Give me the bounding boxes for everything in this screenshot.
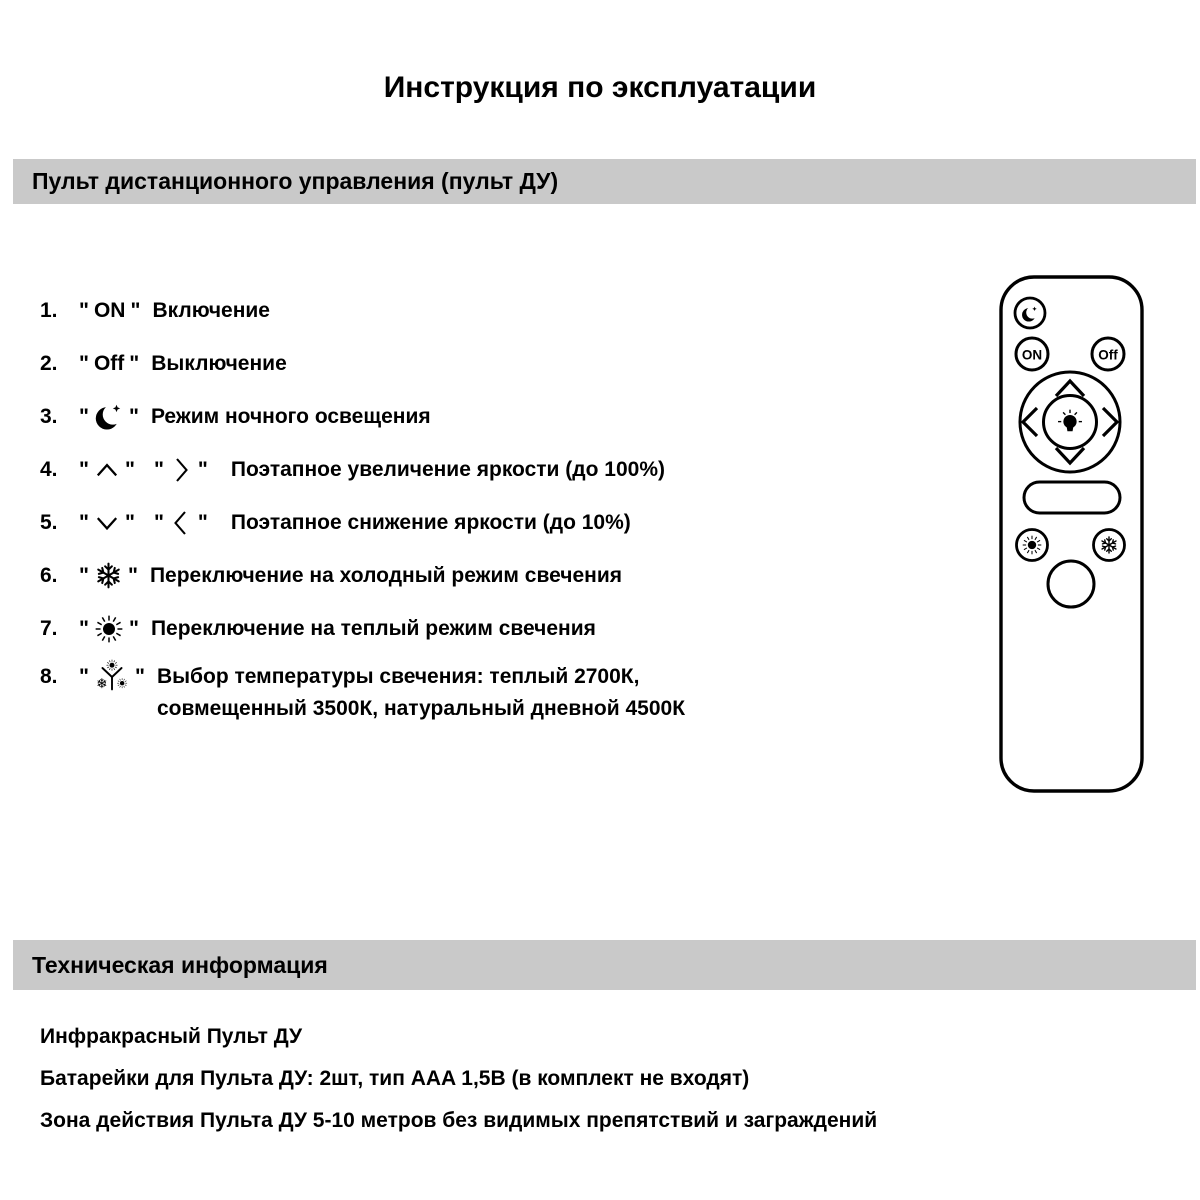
item-number: 8.	[40, 665, 58, 688]
instruction-list	[40, 284, 685, 725]
tech-info-line-batteries: Батарейки для Пульта ДУ: 2шт, тип AAA 1,5В (в комплект не входят)	[40, 1067, 750, 1090]
quote-mark: "	[197, 457, 208, 481]
quote-mark: "	[134, 665, 145, 688]
item-description-line-1: Выбор температуры свечения: теплый 2700К,	[156, 665, 640, 688]
item-description: Выключение	[151, 351, 287, 375]
sun-icon	[94, 614, 124, 644]
item-number: 1.	[40, 298, 58, 322]
dpad	[1020, 372, 1120, 472]
warm-mode-button	[1017, 530, 1048, 561]
quote-mark: "	[79, 616, 89, 640]
tech-info-line-range: Зона действия Пульта ДУ 5-10 метров без видимых препятствий и заграждений	[40, 1109, 878, 1132]
page-title: Инструкция по эксплуатации	[383, 71, 817, 104]
remote-control-illustration	[997, 274, 1147, 796]
list-item-cold-mode	[40, 549, 685, 602]
list-item-temperature-select	[40, 655, 685, 725]
list-item-night-mode	[40, 390, 685, 443]
off-key-label: Off	[93, 351, 125, 375]
quote-mark: "	[129, 351, 140, 375]
on-button	[1016, 338, 1048, 370]
temperature-select-icon	[94, 659, 130, 695]
section-header-remote	[13, 159, 1196, 204]
off-button	[1092, 338, 1124, 370]
quote-mark: "	[124, 457, 135, 481]
item-number: 4.	[40, 457, 58, 481]
list-item-off	[40, 337, 685, 390]
chevron-down-icon	[94, 510, 120, 536]
quote-mark: "	[79, 563, 89, 587]
night-mode-button	[1015, 298, 1045, 328]
list-item-on	[40, 284, 685, 337]
quote-mark: "	[79, 510, 89, 534]
item-description: Переключение на теплый режим свечения	[150, 616, 596, 640]
quote-mark: "	[127, 563, 138, 587]
quote-mark: "	[128, 616, 139, 640]
quote-mark: "	[153, 510, 164, 534]
quote-mark: "	[79, 665, 89, 688]
bottom-round-button	[1048, 561, 1094, 607]
chevron-up-icon	[94, 457, 120, 483]
angle-left-icon	[169, 509, 193, 537]
item-number: 3.	[40, 404, 58, 428]
item-number: 7.	[40, 616, 58, 640]
angle-right-icon	[169, 456, 193, 484]
on-key-label: ON	[93, 298, 126, 322]
item-description-line-2: совмещенный 3500К, натуральный дневной 4500К	[156, 697, 686, 720]
list-item-brightness-up	[40, 443, 685, 496]
item-number: 5.	[40, 510, 58, 534]
snowflake-icon	[94, 561, 123, 590]
section-header-tech-label: Техническая информация	[32, 951, 328, 978]
off-button-label: Off	[1098, 347, 1118, 363]
section-header-remote-label: Пульт дистанционного управления (пульт ДУ)	[32, 168, 559, 194]
item-number: 2.	[40, 351, 58, 375]
quote-mark: "	[197, 510, 208, 534]
quote-mark: "	[79, 298, 89, 322]
pill-button	[1024, 482, 1120, 513]
remote-instructions-section	[0, 204, 1200, 940]
tech-info-line-remote-type: Инфракрасный Пульт ДУ	[40, 1025, 303, 1048]
list-item-warm-mode	[40, 602, 685, 655]
quote-mark: "	[153, 457, 164, 481]
item-description: Поэтапное увеличение яркости (до 100%)	[230, 457, 665, 481]
list-item-brightness-down	[40, 496, 685, 549]
quote-mark: "	[79, 351, 89, 375]
item-description	[157, 661, 685, 725]
cold-mode-button	[1094, 530, 1125, 561]
item-description: Включение	[152, 298, 270, 322]
quote-mark: "	[79, 457, 89, 481]
quote-mark: "	[124, 510, 135, 534]
quote-mark: "	[128, 404, 139, 428]
item-description: Переключение на холодный режим свечения	[149, 563, 622, 587]
item-description: Поэтапное снижение яркости (до 10%)	[230, 510, 631, 534]
on-button-label: ON	[1021, 347, 1043, 363]
item-description: Режим ночного освещения	[150, 404, 431, 428]
moon-icon	[94, 402, 124, 432]
tech-info-section	[0, 990, 1200, 1142]
section-header-tech	[13, 940, 1196, 990]
quote-mark: "	[130, 298, 141, 322]
quote-mark: "	[79, 404, 89, 428]
item-number: 6.	[40, 563, 58, 587]
